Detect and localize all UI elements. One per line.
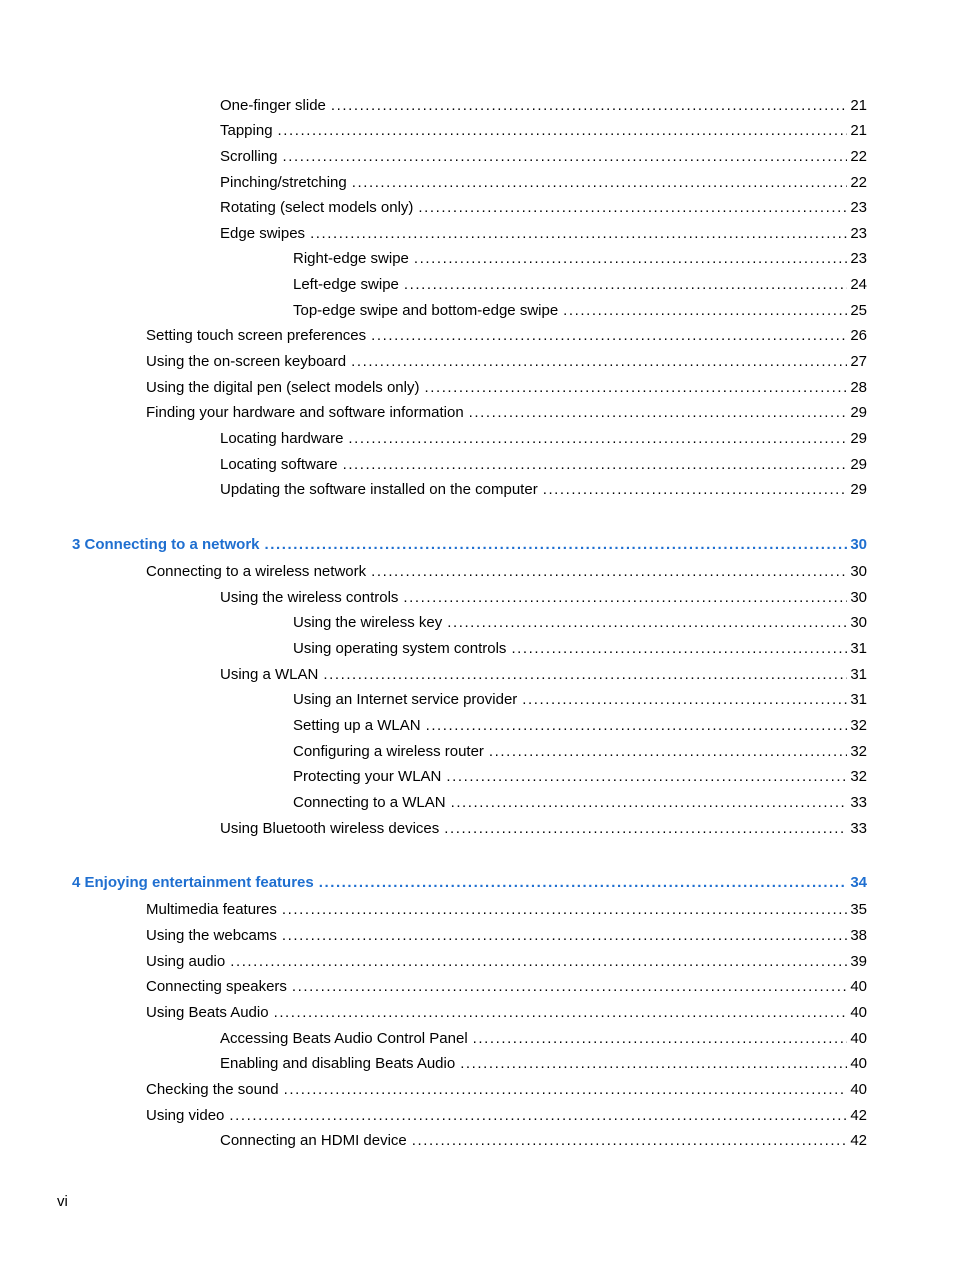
toc-entry[interactable] — [220, 224, 867, 244]
toc-entry-page: 30 — [850, 589, 867, 606]
toc-entry[interactable] — [220, 198, 867, 218]
toc-entry[interactable] — [220, 455, 867, 475]
toc-entry-title: Using the on-screen keyboard — [146, 353, 347, 370]
toc-entry-title: Locating hardware — [220, 430, 344, 447]
dot-leader — [473, 1029, 848, 1049]
dot-leader — [451, 793, 848, 813]
toc-entry[interactable] — [220, 96, 867, 116]
toc-chapter-heading[interactable] — [72, 873, 867, 893]
toc-chapter-title: 3 Connecting to a network — [72, 536, 260, 553]
dot-leader — [348, 429, 847, 449]
dot-leader — [292, 977, 847, 997]
dot-leader — [469, 403, 848, 423]
dot-leader — [414, 249, 847, 269]
toc-entry-title: Updating the software installed on the computer — [220, 481, 538, 498]
toc-entry-title: Using an Internet service provider — [293, 691, 518, 708]
toc-entry[interactable] — [146, 952, 867, 972]
toc-entry-title: Protecting your WLAN — [293, 768, 442, 785]
toc-entry-title: Finding your hardware and software information — [146, 404, 464, 421]
toc-entry[interactable] — [220, 480, 867, 500]
toc-entry-page: 21 — [850, 122, 867, 139]
toc-entry[interactable] — [146, 1080, 867, 1100]
dot-leader — [543, 480, 848, 500]
toc-entry-page: 22 — [850, 174, 867, 191]
toc-entry-title: Accessing Beats Audio Control Panel — [220, 1030, 468, 1047]
toc-entry-page: 33 — [850, 794, 867, 811]
toc-entry-page: 23 — [850, 250, 867, 267]
toc-entry-page: 42 — [850, 1107, 867, 1124]
dot-leader — [371, 562, 847, 582]
toc-entry-title: Using Beats Audio — [146, 1004, 269, 1021]
toc-entry-page: 23 — [850, 225, 867, 242]
dot-leader — [343, 455, 848, 475]
toc-entry-title: Connecting to a WLAN — [293, 794, 446, 811]
dot-leader — [283, 147, 848, 167]
dot-leader — [424, 378, 847, 398]
dot-leader — [230, 952, 847, 972]
toc-entry-title: Setting up a WLAN — [293, 717, 421, 734]
dot-leader — [229, 1106, 847, 1126]
dot-leader — [265, 535, 848, 555]
toc-entry-page: 26 — [850, 327, 867, 344]
dot-leader — [278, 121, 848, 141]
toc-entry[interactable] — [293, 613, 867, 633]
dot-leader — [403, 588, 847, 608]
toc-entry-title: Using audio — [146, 953, 226, 970]
toc-entry-page: 28 — [850, 379, 867, 396]
dot-leader — [426, 716, 848, 736]
toc-entry[interactable] — [220, 1029, 867, 1049]
toc-entry-page: 40 — [850, 1004, 867, 1021]
toc-entry[interactable] — [146, 403, 867, 423]
toc-entry-title: Pinching/stretching — [220, 174, 347, 191]
toc-entry-title: Checking the sound — [146, 1081, 279, 1098]
dot-leader — [563, 301, 847, 321]
toc-entry[interactable] — [146, 900, 867, 920]
dot-leader — [352, 173, 848, 193]
toc-entry-page: 39 — [850, 953, 867, 970]
toc-entry-page: 21 — [850, 97, 867, 114]
dot-leader — [351, 352, 847, 372]
toc-entry-page: 24 — [850, 276, 867, 293]
toc-entry-title: Scrolling — [220, 148, 278, 165]
toc-entry-title: Using the wireless controls — [220, 589, 399, 606]
dot-leader — [522, 690, 847, 710]
toc-entry-page: 25 — [850, 302, 867, 319]
dot-leader — [412, 1131, 848, 1151]
toc-entry[interactable] — [146, 977, 867, 997]
toc-entry[interactable] — [146, 378, 867, 398]
toc-entry-title: Using operating system controls — [293, 640, 507, 657]
toc-entry[interactable] — [220, 173, 867, 193]
toc-chapter-heading[interactable] — [72, 535, 867, 555]
toc-entry[interactable] — [293, 690, 867, 710]
dot-leader — [282, 926, 847, 946]
toc-entry-title: Using Bluetooth wireless devices — [220, 820, 440, 837]
toc-entry[interactable] — [293, 301, 867, 321]
dot-leader — [447, 613, 847, 633]
toc-entry-page: 38 — [850, 927, 867, 944]
toc-entry-page: 35 — [850, 901, 867, 918]
toc-entry-title: Connecting speakers — [146, 978, 287, 995]
toc-entry-page: 32 — [850, 717, 867, 734]
toc-entry-title: Configuring a wireless router — [293, 743, 484, 760]
dot-leader — [460, 1054, 847, 1074]
toc-entry-title: Setting touch screen preferences — [146, 327, 367, 344]
toc-entry-page: 33 — [850, 820, 867, 837]
dot-leader — [323, 665, 847, 685]
toc-entry[interactable] — [293, 716, 867, 736]
dot-leader — [489, 742, 847, 762]
toc-entry-page: 27 — [850, 353, 867, 370]
toc-entry[interactable] — [293, 249, 867, 269]
dot-leader — [319, 873, 848, 893]
toc-entry-title: Tapping — [220, 122, 273, 139]
toc-entry[interactable] — [220, 121, 867, 141]
dot-leader — [284, 1080, 848, 1100]
dot-leader — [331, 96, 847, 116]
toc-entry[interactable] — [220, 147, 867, 167]
toc-entry[interactable] — [220, 429, 867, 449]
toc-entry[interactable] — [146, 352, 867, 372]
toc-entry-page: 29 — [850, 456, 867, 473]
toc-entry-page: 31 — [850, 640, 867, 657]
toc-chapter-page: 30 — [850, 536, 867, 553]
toc-entry-page: 22 — [850, 148, 867, 165]
toc-entry-page: 29 — [850, 404, 867, 421]
toc-entry-title: Connecting to a wireless network — [146, 563, 367, 580]
toc-entry-page: 32 — [850, 743, 867, 760]
toc-entry-page: 30 — [850, 563, 867, 580]
toc-entry-page: 29 — [850, 430, 867, 447]
toc-entry-title: Right-edge swipe — [293, 250, 409, 267]
toc-entry-page: 40 — [850, 1055, 867, 1072]
toc-entry[interactable] — [146, 326, 867, 346]
dot-leader — [446, 767, 847, 787]
toc-entry-title: Using the webcams — [146, 927, 277, 944]
toc-entry[interactable] — [146, 926, 867, 946]
toc-entry-page: 40 — [850, 1081, 867, 1098]
toc-entry-title: Rotating (select models only) — [220, 199, 414, 216]
toc-entry-page: 40 — [850, 978, 867, 995]
toc-entry-page: 40 — [850, 1030, 867, 1047]
page-number: vi — [57, 1193, 68, 1210]
dot-leader — [444, 819, 847, 839]
dot-leader — [274, 1003, 848, 1023]
toc-entry-title: Multimedia features — [146, 901, 277, 918]
toc-entry-page: 31 — [850, 691, 867, 708]
toc-entry[interactable] — [293, 639, 867, 659]
toc-entry-title: Using a WLAN — [220, 666, 319, 683]
toc-chapter-title: 4 Enjoying entertainment features — [72, 874, 314, 891]
toc-entry-page: 31 — [850, 666, 867, 683]
toc-entry[interactable] — [220, 588, 867, 608]
toc-entry-title: Edge swipes — [220, 225, 306, 242]
toc-entry-page: 42 — [850, 1132, 867, 1149]
toc-entry-page: 29 — [850, 481, 867, 498]
dot-leader — [371, 326, 847, 346]
toc-entry-title: Left-edge swipe — [293, 276, 399, 293]
toc-entry[interactable] — [220, 665, 867, 685]
toc-entry-title: Using the digital pen (select models only) — [146, 379, 420, 396]
toc-entry[interactable] — [220, 1131, 867, 1151]
toc-entry[interactable] — [220, 1054, 867, 1074]
toc-entry-title: Using video — [146, 1107, 225, 1124]
toc-entry[interactable] — [293, 742, 867, 762]
toc-entry-title: Top-edge swipe and bottom-edge swipe — [293, 302, 559, 319]
dot-leader — [511, 639, 847, 659]
toc-entry-title: Connecting an HDMI device — [220, 1132, 407, 1149]
toc-entry-page: 23 — [850, 199, 867, 216]
toc-entry[interactable] — [293, 793, 867, 813]
toc-entry-title: One-finger slide — [220, 97, 326, 114]
toc-entry[interactable] — [293, 275, 867, 295]
toc-entry[interactable] — [146, 562, 867, 582]
toc-entry-title: Locating software — [220, 456, 338, 473]
dot-leader — [310, 224, 847, 244]
toc-entry[interactable] — [293, 767, 867, 787]
toc-chapter-page: 34 — [850, 874, 867, 891]
toc-entry-title: Using the wireless key — [293, 614, 443, 631]
dot-leader — [404, 275, 847, 295]
toc-entry-page: 30 — [850, 614, 867, 631]
toc-entry[interactable] — [220, 819, 867, 839]
dot-leader — [282, 900, 847, 920]
toc-entry[interactable] — [146, 1106, 867, 1126]
toc-entry-page: 32 — [850, 768, 867, 785]
toc-entry[interactable] — [146, 1003, 867, 1023]
dot-leader — [418, 198, 847, 218]
toc-entry-title: Enabling and disabling Beats Audio — [220, 1055, 456, 1072]
